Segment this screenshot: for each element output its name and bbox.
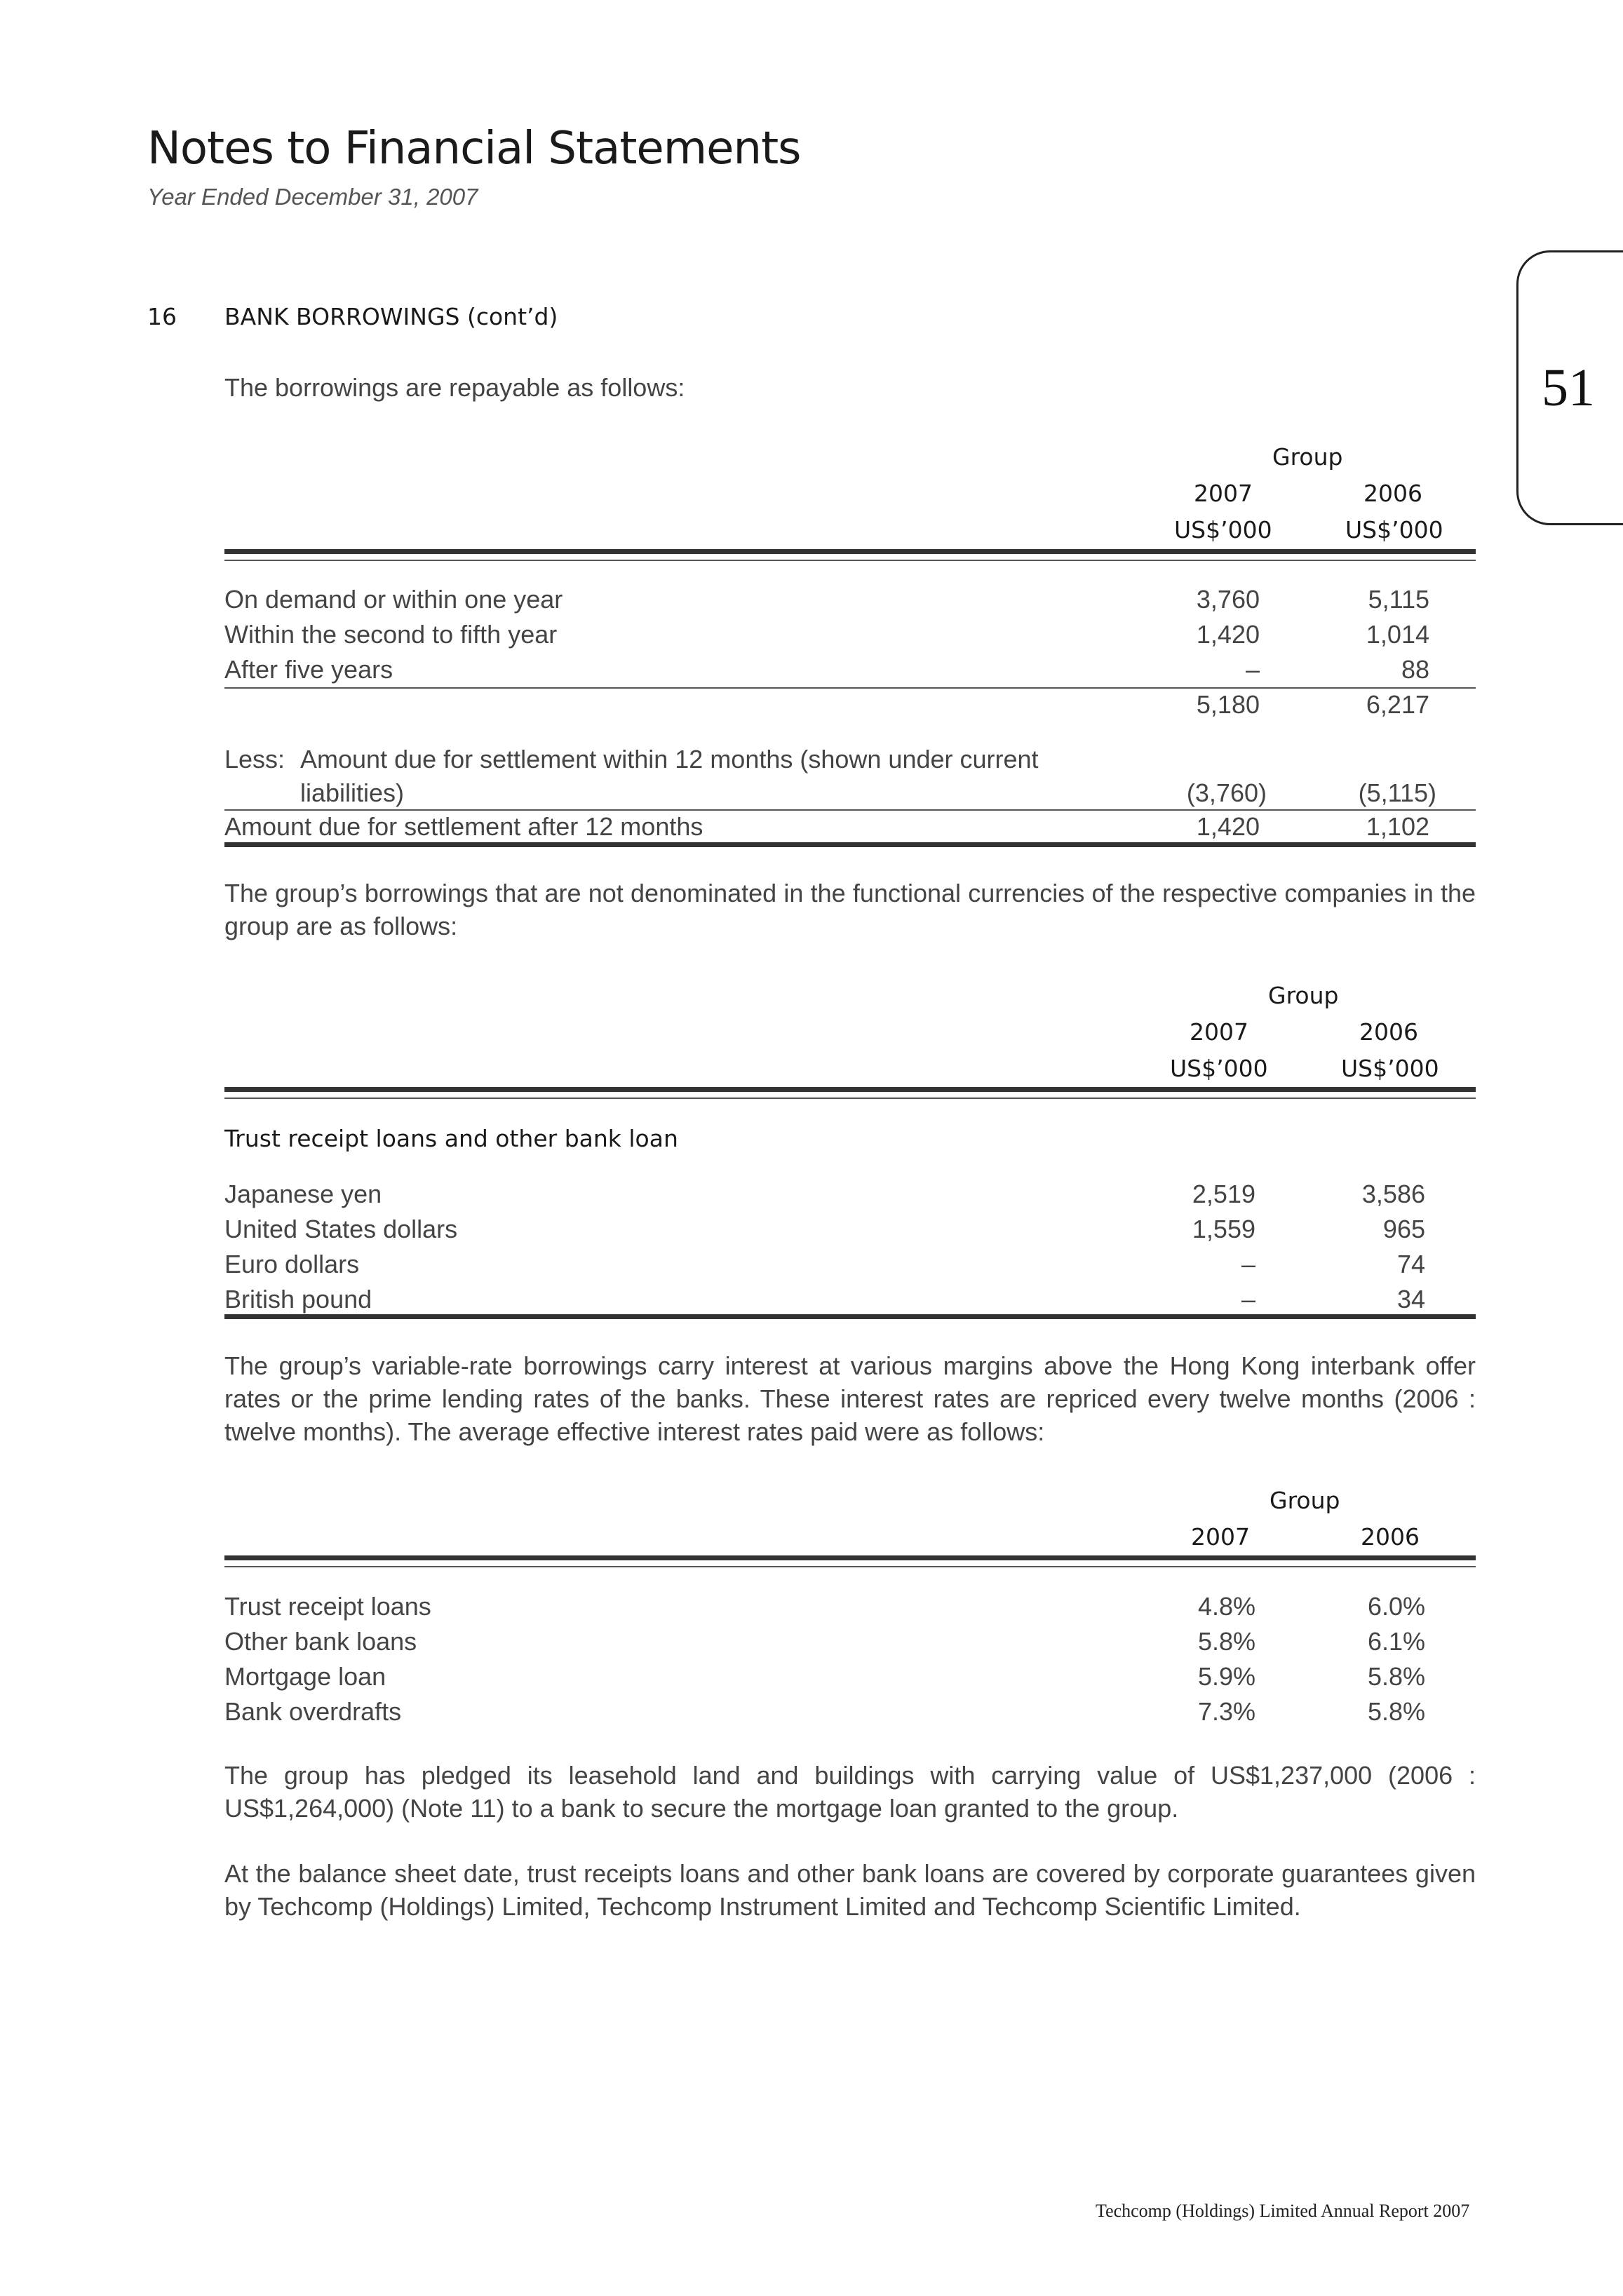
table-row-label: After five years	[224, 655, 393, 684]
currency-year-2007: 2007	[1190, 1018, 1248, 1046]
subtotal-rule	[224, 687, 1476, 689]
table-cell-2007: 3,760	[1196, 585, 1260, 614]
table-cell-2006: 5.8%	[1367, 1662, 1425, 1691]
table-cell-2006: 965	[1382, 1215, 1425, 1243]
less-value-2006: (5,115)	[1358, 778, 1436, 807]
footer-text: Techcomp (Holdings) Limited Annual Report 2007	[1096, 2201, 1470, 2221]
currency-bottom-rule	[224, 1314, 1476, 1319]
rates-group-label: Group	[1270, 1487, 1340, 1514]
table-cell-2007: –	[1245, 655, 1260, 684]
table-row-label: British pound	[224, 1285, 372, 1314]
repayment-header-rule	[224, 549, 1476, 554]
after-value-2006: 1,102	[1366, 812, 1429, 841]
rates-year-2007: 2007	[1191, 1523, 1250, 1551]
currency-header-rule	[224, 1087, 1476, 1092]
rates-header-rule-thin	[224, 1566, 1476, 1567]
table-cell-2006: 74	[1396, 1250, 1425, 1278]
less-text-line2: liabilities)	[300, 778, 405, 807]
after-value-2007: 1,420	[1196, 812, 1260, 841]
subtotal-2006: 6,217	[1366, 690, 1429, 719]
table-cell-2007: –	[1241, 1285, 1255, 1314]
table-row-label: United States dollars	[224, 1215, 458, 1243]
table-cell-2006: 6.0%	[1367, 1592, 1425, 1621]
currency-unit-2006: US$’000	[1341, 1055, 1439, 1082]
repayment-group-label: Group	[1272, 443, 1343, 471]
table-cell-2006: 34	[1396, 1285, 1425, 1314]
table-cell-2007: 1,420	[1196, 620, 1260, 649]
repayment-unit-2007: US$’000	[1174, 516, 1272, 543]
table-cell-2006: 3,586	[1361, 1180, 1425, 1208]
table-cell-2006: 88	[1401, 655, 1429, 684]
currency-unit-2007: US$’000	[1170, 1055, 1268, 1082]
table-cell-2007: 7.3%	[1197, 1697, 1255, 1726]
currency-year-2006: 2006	[1359, 1018, 1418, 1046]
table-row-label: Bank overdrafts	[224, 1697, 402, 1726]
table-cell-2007: 4.8%	[1197, 1592, 1255, 1621]
guarantee-paragraph: At the balance sheet date, trust receipts loans and other bank loans are covered by corporate guarantees given by Techcomp (Holdings) Limited, Techcomp Instrument Limited and Techcomp Scientific Limited.	[224, 1859, 1476, 1921]
table-cell-2007: 1,559	[1192, 1215, 1255, 1243]
less-text-line1: Amount due for settlement within 12 months (shown under current	[300, 745, 1039, 774]
currency-header-rule-thin	[224, 1098, 1476, 1099]
page-subtitle: Year Ended December 31, 2007	[147, 184, 478, 210]
repayment-intro: The borrowings are repayable as follows:	[224, 373, 685, 402]
table-row-label: Other bank loans	[224, 1627, 417, 1656]
table-cell-2007: 5.8%	[1197, 1627, 1255, 1656]
less-value-2007: (3,760)	[1186, 778, 1267, 807]
repayment-year-2006: 2006	[1363, 480, 1422, 507]
after-label: Amount due for settlement after 12 months	[224, 812, 703, 841]
currency-group-label: Group	[1268, 982, 1339, 1009]
table-cell-2006: 6.1%	[1367, 1627, 1425, 1656]
page-title: Notes to Financial Statements	[147, 123, 801, 175]
table-cell-2006: 1,014	[1366, 620, 1429, 649]
repayment-unit-2006: US$’000	[1345, 516, 1443, 543]
table-row-label: On demand or within one year	[224, 585, 563, 614]
page-number: 51	[1542, 358, 1595, 417]
table-cell-2006: 5,115	[1368, 585, 1429, 614]
table-row-label: Japanese yen	[224, 1180, 382, 1208]
table-cell-2007: –	[1241, 1250, 1255, 1278]
repayment-year-2007: 2007	[1194, 480, 1253, 507]
table-row-label: Mortgage loan	[224, 1662, 386, 1691]
table-cell-2006: 5.8%	[1367, 1697, 1425, 1726]
rates-header-rule	[224, 1555, 1476, 1560]
currency-subheading: Trust receipt loans and other bank loan	[224, 1125, 678, 1152]
table-row-label: Euro dollars	[224, 1250, 360, 1278]
table-cell-2007: 5.9%	[1197, 1662, 1255, 1691]
subtotal-2007: 5,180	[1196, 690, 1260, 719]
less-rule	[224, 809, 1476, 811]
section-title: BANK BORROWINGS (cont’d)	[224, 303, 558, 330]
rates-intro: The group’s variable-rate borrowings carry interest at various margins above the Hong Kong interbank offer rates or the prime lending rates of the banks. These interest rates are repriced every twelve months (2006 : twelve months). The average effective interest rates paid were as follows:	[224, 1351, 1476, 1446]
table-cell-2007: 2,519	[1192, 1180, 1255, 1208]
table-row-label: Trust receipt loans	[224, 1592, 431, 1621]
section-number: 16	[147, 303, 177, 330]
rates-year-2006: 2006	[1361, 1523, 1420, 1551]
pledge-paragraph: The group has pledged its leasehold land and buildings with carrying value of US$1,237,000 (2006 : US$1,264,000) (Note 11) to a bank to secure the mortgage loan granted to the group.	[224, 1761, 1476, 1823]
repayment-bottom-rule	[224, 842, 1476, 847]
table-row-label: Within the second to fifth year	[224, 620, 558, 649]
repayment-header-rule-thin	[224, 560, 1476, 561]
less-label: Less:	[224, 745, 285, 774]
currency-intro: The group’s borrowings that are not denominated in the functional currencies of the respective companies in the group are as follows:	[224, 879, 1476, 940]
